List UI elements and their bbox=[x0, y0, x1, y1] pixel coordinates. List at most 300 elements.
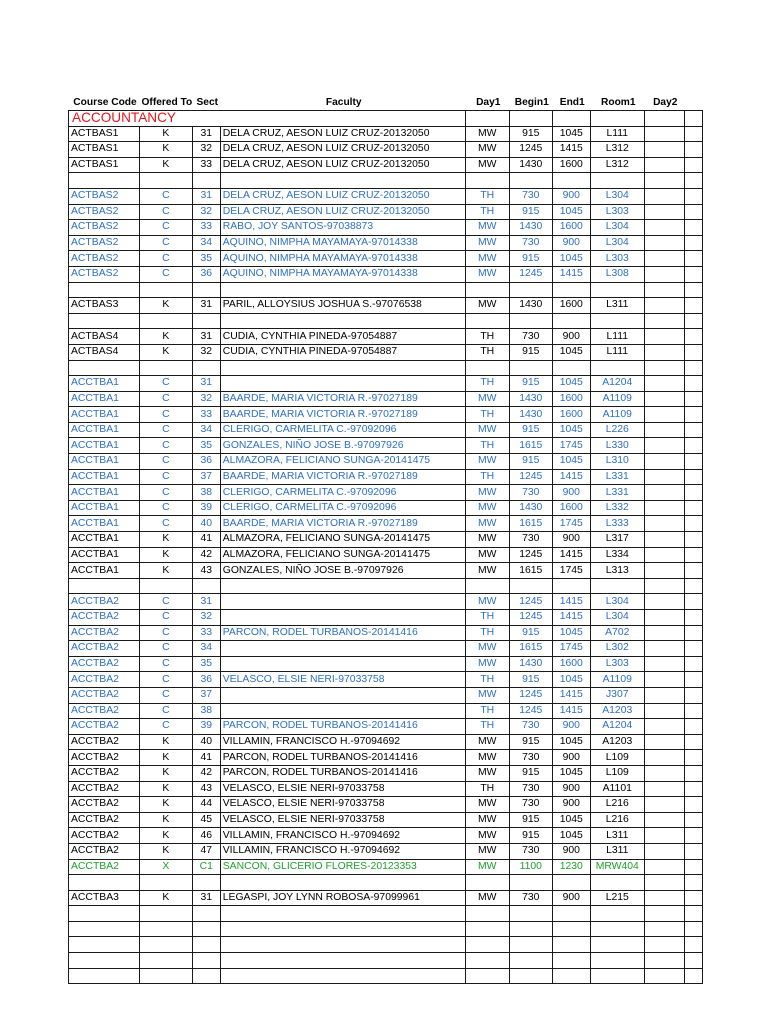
table-row bbox=[69, 532, 703, 548]
table-row bbox=[69, 235, 703, 251]
cell-offered-to: K bbox=[140, 750, 193, 766]
cell-day2 bbox=[644, 656, 684, 672]
cell-end1: 900 bbox=[552, 485, 590, 501]
cell-day1: MW bbox=[465, 797, 509, 813]
cell-extra bbox=[684, 235, 702, 251]
cell-end1: 1045 bbox=[552, 251, 590, 267]
cell-day2 bbox=[644, 344, 684, 360]
table-row bbox=[69, 188, 703, 204]
cell-day2 bbox=[644, 563, 684, 579]
cell-begin1: 730 bbox=[509, 797, 552, 813]
cell-begin1: 915 bbox=[509, 812, 552, 828]
cell-end1: 1045 bbox=[552, 672, 590, 688]
cell-room1: J307 bbox=[590, 687, 644, 703]
cell-end1: 1745 bbox=[552, 516, 590, 532]
cell-end1: 900 bbox=[552, 329, 590, 345]
cell-begin1: 915 bbox=[509, 672, 552, 688]
cell-faculty: ALMAZORA, FELICIANO SUNGA-20141475 bbox=[220, 547, 465, 563]
cell-offered-to: C bbox=[140, 469, 193, 485]
cell-sect: 31 bbox=[192, 126, 220, 142]
cell-begin1: 915 bbox=[509, 204, 552, 220]
cell-end1: 1415 bbox=[552, 703, 590, 719]
cell-course-code: ACTBAS2 bbox=[69, 220, 140, 236]
cell-offered-to: K bbox=[140, 532, 193, 548]
cell-room1: L303 bbox=[590, 204, 644, 220]
cell-begin1: 915 bbox=[509, 454, 552, 470]
cell-offered-to: K bbox=[140, 157, 193, 173]
cell-faculty: PARCON, RODEL TURBANOS-20141416 bbox=[220, 625, 465, 641]
cell-day2 bbox=[644, 797, 684, 813]
cell-end1: 1415 bbox=[552, 142, 590, 158]
cell-offered-to: K bbox=[140, 142, 193, 158]
cell-sect: 34 bbox=[192, 641, 220, 657]
cell-room1: A1101 bbox=[590, 781, 644, 797]
cell-room1: L317 bbox=[590, 532, 644, 548]
cell-faculty: BAARDE, MARIA VICTORIA R.-97027189 bbox=[220, 391, 465, 407]
cell-room1: L304 bbox=[590, 594, 644, 610]
cell-day1: MW bbox=[465, 734, 509, 750]
cell-sect: 41 bbox=[192, 532, 220, 548]
schedule-sheet bbox=[68, 92, 703, 984]
cell-offered-to: X bbox=[140, 859, 193, 875]
cell-faculty: VELASCO, ELSIE NERI-97033758 bbox=[220, 812, 465, 828]
cell-day1: MW bbox=[465, 843, 509, 859]
table-row bbox=[69, 859, 703, 875]
table-row bbox=[69, 719, 703, 735]
cell-begin1: 730 bbox=[509, 329, 552, 345]
cell-end1: 900 bbox=[552, 781, 590, 797]
cell-faculty: PARIL, ALLOYSIUS JOSHUA S.-97076538 bbox=[220, 298, 465, 314]
blank-row bbox=[69, 360, 703, 376]
cell-begin1: 730 bbox=[509, 781, 552, 797]
cell-end1: 1600 bbox=[552, 157, 590, 173]
cell-day2 bbox=[644, 126, 684, 142]
cell-day2 bbox=[644, 765, 684, 781]
cell-sect: 39 bbox=[192, 719, 220, 735]
cell-extra bbox=[684, 142, 702, 158]
cell-faculty: VILLAMIN, FRANCISCO H.-97094692 bbox=[220, 843, 465, 859]
cell-begin1: 1245 bbox=[509, 687, 552, 703]
cell-begin1: 730 bbox=[509, 719, 552, 735]
table-row bbox=[69, 516, 703, 532]
blank-row bbox=[69, 968, 703, 984]
cell-begin1: 1430 bbox=[509, 157, 552, 173]
cell-day1: MW bbox=[465, 391, 509, 407]
cell-offered-to: C bbox=[140, 687, 193, 703]
cell-extra bbox=[684, 703, 702, 719]
cell-room1: A1109 bbox=[590, 672, 644, 688]
cell-room1: L216 bbox=[590, 797, 644, 813]
cell-sect: 36 bbox=[192, 266, 220, 282]
cell-course-code: ACCTBA2 bbox=[69, 797, 140, 813]
cell-sect: 40 bbox=[192, 734, 220, 750]
cell-course-code: ACCTBA1 bbox=[69, 532, 140, 548]
cell-day1: MW bbox=[465, 235, 509, 251]
cell-extra bbox=[684, 828, 702, 844]
cell-end1: 900 bbox=[552, 188, 590, 204]
table-row bbox=[69, 672, 703, 688]
cell-offered-to: C bbox=[140, 656, 193, 672]
cell-end1: 1045 bbox=[552, 422, 590, 438]
cell-begin1: 1615 bbox=[509, 563, 552, 579]
cell-course-code: ACCTBA2 bbox=[69, 719, 140, 735]
cell-room1: A1204 bbox=[590, 719, 644, 735]
cell-extra bbox=[684, 610, 702, 626]
cell-room1: L111 bbox=[590, 329, 644, 345]
cell-faculty: VELASCO, ELSIE NERI-97033758 bbox=[220, 781, 465, 797]
cell-course-code: ACCTBA2 bbox=[69, 859, 140, 875]
cell-faculty: AQUINO, NIMPHA MAYAMAYA-97014338 bbox=[220, 251, 465, 267]
table-row bbox=[69, 610, 703, 626]
cell-course-code: ACCTBA2 bbox=[69, 656, 140, 672]
cell-begin1: 730 bbox=[509, 843, 552, 859]
cell-end1: 1600 bbox=[552, 220, 590, 236]
table-row bbox=[69, 251, 703, 267]
cell-room1: A1204 bbox=[590, 376, 644, 392]
cell-sect: 37 bbox=[192, 687, 220, 703]
cell-room1: A1109 bbox=[590, 407, 644, 423]
cell-day2 bbox=[644, 734, 684, 750]
cell-offered-to: K bbox=[140, 734, 193, 750]
cell-end1: 900 bbox=[552, 719, 590, 735]
cell-sect: 36 bbox=[192, 454, 220, 470]
cell-day1: TH bbox=[465, 703, 509, 719]
cell-begin1: 1245 bbox=[509, 142, 552, 158]
cell-offered-to: C bbox=[140, 391, 193, 407]
cell-room1: L311 bbox=[590, 828, 644, 844]
header-course-code: Course Code bbox=[73, 97, 137, 108]
cell-room1: A1203 bbox=[590, 703, 644, 719]
cell-sect: 31 bbox=[192, 376, 220, 392]
cell-course-code: ACCTBA1 bbox=[69, 376, 140, 392]
cell-day2 bbox=[644, 500, 684, 516]
cell-day2 bbox=[644, 407, 684, 423]
cell-offered-to: C bbox=[140, 500, 193, 516]
cell-sect: 43 bbox=[192, 781, 220, 797]
cell-extra bbox=[684, 890, 702, 906]
table-row bbox=[69, 734, 703, 750]
cell-begin1: 730 bbox=[509, 235, 552, 251]
cell-extra bbox=[684, 157, 702, 173]
cell-sect: C1 bbox=[192, 859, 220, 875]
cell-course-code: ACTBAS2 bbox=[69, 266, 140, 282]
cell-faculty: ALMAZORA, FELICIANO SUNGA-20141475 bbox=[220, 454, 465, 470]
cell-room1: L333 bbox=[590, 516, 644, 532]
cell-course-code: ACCTBA2 bbox=[69, 687, 140, 703]
cell-offered-to: K bbox=[140, 298, 193, 314]
cell-offered-to: K bbox=[140, 344, 193, 360]
cell-faculty: GONZALES, NIÑO JOSE B.-97097926 bbox=[220, 563, 465, 579]
table-row bbox=[69, 485, 703, 501]
cell-course-code: ACCTBA1 bbox=[69, 500, 140, 516]
cell-faculty bbox=[220, 641, 465, 657]
header-row bbox=[69, 92, 703, 111]
cell-sect: 33 bbox=[192, 157, 220, 173]
cell-begin1: 1245 bbox=[509, 469, 552, 485]
header-end1: End1 bbox=[559, 97, 585, 108]
cell-sect: 33 bbox=[192, 220, 220, 236]
cell-faculty: VELASCO, ELSIE NERI-97033758 bbox=[220, 797, 465, 813]
cell-day1: TH bbox=[465, 204, 509, 220]
cell-day1: MW bbox=[465, 641, 509, 657]
cell-extra bbox=[684, 625, 702, 641]
cell-room1: L331 bbox=[590, 485, 644, 501]
cell-end1: 1600 bbox=[552, 500, 590, 516]
cell-day2 bbox=[644, 298, 684, 314]
table-row bbox=[69, 266, 703, 282]
header-faculty: Faculty bbox=[325, 97, 362, 108]
cell-course-code: ACCTBA2 bbox=[69, 594, 140, 610]
cell-extra bbox=[684, 329, 702, 345]
cell-offered-to: K bbox=[140, 797, 193, 813]
blank-row bbox=[69, 875, 703, 891]
blank-row bbox=[69, 578, 703, 594]
cell-offered-to: K bbox=[140, 765, 193, 781]
cell-day2 bbox=[644, 204, 684, 220]
cell-day2 bbox=[644, 220, 684, 236]
blank-row bbox=[69, 937, 703, 953]
cell-course-code: ACCTBA1 bbox=[69, 422, 140, 438]
cell-day1: MW bbox=[465, 765, 509, 781]
cell-room1: L303 bbox=[590, 656, 644, 672]
cell-room1: L303 bbox=[590, 251, 644, 267]
table-row bbox=[69, 656, 703, 672]
cell-extra bbox=[684, 547, 702, 563]
cell-extra bbox=[684, 734, 702, 750]
cell-room1: L304 bbox=[590, 235, 644, 251]
cell-day1: TH bbox=[465, 781, 509, 797]
cell-course-code: ACCTBA2 bbox=[69, 843, 140, 859]
cell-room1: L330 bbox=[590, 438, 644, 454]
cell-course-code: ACCTBA1 bbox=[69, 469, 140, 485]
table-row bbox=[69, 376, 703, 392]
blank-row bbox=[69, 282, 703, 298]
blank-row bbox=[69, 313, 703, 329]
cell-begin1: 1615 bbox=[509, 516, 552, 532]
cell-extra bbox=[684, 516, 702, 532]
cell-day2 bbox=[644, 719, 684, 735]
cell-offered-to: C bbox=[140, 220, 193, 236]
cell-extra bbox=[684, 843, 702, 859]
cell-end1: 1600 bbox=[552, 407, 590, 423]
table-row bbox=[69, 438, 703, 454]
table-row bbox=[69, 157, 703, 173]
table-row bbox=[69, 594, 703, 610]
cell-begin1: 915 bbox=[509, 251, 552, 267]
cell-room1: A1203 bbox=[590, 734, 644, 750]
cell-course-code: ACCTBA1 bbox=[69, 438, 140, 454]
cell-faculty: PARCON, RODEL TURBANOS-20141416 bbox=[220, 719, 465, 735]
cell-course-code: ACCTBA2 bbox=[69, 625, 140, 641]
blank-row bbox=[69, 921, 703, 937]
cell-offered-to: C bbox=[140, 438, 193, 454]
schedule-body bbox=[69, 111, 703, 984]
cell-end1: 1600 bbox=[552, 298, 590, 314]
cell-room1: L111 bbox=[590, 126, 644, 142]
cell-day1: MW bbox=[465, 126, 509, 142]
cell-faculty bbox=[220, 610, 465, 626]
cell-day1: MW bbox=[465, 828, 509, 844]
blank-row bbox=[69, 173, 703, 189]
cell-faculty: GONZALES, NIÑO JOSE B.-97097926 bbox=[220, 438, 465, 454]
cell-day2 bbox=[644, 828, 684, 844]
cell-sect: 31 bbox=[192, 329, 220, 345]
cell-room1: MRW404 bbox=[590, 859, 644, 875]
cell-day2 bbox=[644, 376, 684, 392]
cell-day1: TH bbox=[465, 672, 509, 688]
cell-sect: 38 bbox=[192, 703, 220, 719]
cell-room1: L313 bbox=[590, 563, 644, 579]
cell-course-code: ACTBAS2 bbox=[69, 204, 140, 220]
cell-end1: 1415 bbox=[552, 547, 590, 563]
cell-extra bbox=[684, 781, 702, 797]
cell-offered-to: C bbox=[140, 376, 193, 392]
table-row bbox=[69, 781, 703, 797]
cell-offered-to: C bbox=[140, 188, 193, 204]
cell-offered-to: C bbox=[140, 422, 193, 438]
cell-faculty: SANCON, GLICERIO FLORES-20123353 bbox=[220, 859, 465, 875]
cell-sect: 32 bbox=[192, 204, 220, 220]
cell-day1: MW bbox=[465, 266, 509, 282]
table-row bbox=[69, 703, 703, 719]
cell-sect: 35 bbox=[192, 656, 220, 672]
cell-day1: TH bbox=[465, 376, 509, 392]
cell-course-code: ACCTBA1 bbox=[69, 485, 140, 501]
cell-room1: L311 bbox=[590, 843, 644, 859]
cell-end1: 1600 bbox=[552, 656, 590, 672]
cell-faculty: DELA CRUZ, AESON LUIZ CRUZ-20132050 bbox=[220, 142, 465, 158]
cell-course-code: ACCTBA2 bbox=[69, 750, 140, 766]
cell-faculty: BAARDE, MARIA VICTORIA R.-97027189 bbox=[220, 469, 465, 485]
cell-course-code: ACTBAS4 bbox=[69, 329, 140, 345]
cell-extra bbox=[684, 563, 702, 579]
table-row bbox=[69, 454, 703, 470]
cell-room1: L216 bbox=[590, 812, 644, 828]
cell-sect: 35 bbox=[192, 251, 220, 267]
cell-extra bbox=[684, 126, 702, 142]
cell-offered-to: C bbox=[140, 672, 193, 688]
cell-offered-to: C bbox=[140, 204, 193, 220]
header-sect: Sect bbox=[196, 97, 219, 108]
section-row bbox=[69, 111, 703, 127]
cell-begin1: 1245 bbox=[509, 703, 552, 719]
table-row bbox=[69, 547, 703, 563]
cell-end1: 900 bbox=[552, 532, 590, 548]
cell-day2 bbox=[644, 781, 684, 797]
cell-sect: 31 bbox=[192, 594, 220, 610]
cell-day2 bbox=[644, 438, 684, 454]
cell-faculty: DELA CRUZ, AESON LUIZ CRUZ-20132050 bbox=[220, 157, 465, 173]
cell-day2 bbox=[644, 547, 684, 563]
cell-end1: 1045 bbox=[552, 734, 590, 750]
cell-day1: MW bbox=[465, 142, 509, 158]
cell-end1: 1045 bbox=[552, 812, 590, 828]
cell-begin1: 1430 bbox=[509, 220, 552, 236]
cell-sect: 31 bbox=[192, 188, 220, 204]
cell-sect: 34 bbox=[192, 235, 220, 251]
cell-begin1: 915 bbox=[509, 828, 552, 844]
cell-room1: L331 bbox=[590, 469, 644, 485]
cell-room1: L334 bbox=[590, 547, 644, 563]
cell-day1: TH bbox=[465, 407, 509, 423]
cell-begin1: 915 bbox=[509, 344, 552, 360]
cell-day2 bbox=[644, 610, 684, 626]
cell-day2 bbox=[644, 235, 684, 251]
cell-end1: 1600 bbox=[552, 391, 590, 407]
cell-day1: TH bbox=[465, 625, 509, 641]
cell-sect: 43 bbox=[192, 563, 220, 579]
cell-extra bbox=[684, 469, 702, 485]
cell-offered-to: C bbox=[140, 703, 193, 719]
cell-day2 bbox=[644, 687, 684, 703]
cell-faculty: ALMAZORA, FELICIANO SUNGA-20141475 bbox=[220, 532, 465, 548]
cell-begin1: 730 bbox=[509, 890, 552, 906]
cell-course-code: ACTBAS1 bbox=[69, 142, 140, 158]
cell-room1: L308 bbox=[590, 266, 644, 282]
cell-offered-to: C bbox=[140, 594, 193, 610]
cell-begin1: 1100 bbox=[509, 859, 552, 875]
cell-offered-to: C bbox=[140, 266, 193, 282]
cell-room1: L312 bbox=[590, 157, 644, 173]
cell-faculty bbox=[220, 656, 465, 672]
cell-faculty bbox=[220, 594, 465, 610]
cell-day1: MW bbox=[465, 298, 509, 314]
cell-day2 bbox=[644, 594, 684, 610]
cell-sect: 44 bbox=[192, 797, 220, 813]
cell-offered-to: C bbox=[140, 610, 193, 626]
cell-extra bbox=[684, 485, 702, 501]
header-offered-to: Offered To bbox=[141, 97, 193, 108]
cell-end1: 1045 bbox=[552, 126, 590, 142]
cell-end1: 1045 bbox=[552, 204, 590, 220]
cell-room1: A702 bbox=[590, 625, 644, 641]
cell-day1: MW bbox=[465, 500, 509, 516]
cell-room1: L302 bbox=[590, 641, 644, 657]
cell-course-code: ACCTBA2 bbox=[69, 734, 140, 750]
cell-end1: 1045 bbox=[552, 376, 590, 392]
cell-begin1: 1615 bbox=[509, 438, 552, 454]
cell-course-code: ACCTBA2 bbox=[69, 781, 140, 797]
cell-sect: 40 bbox=[192, 516, 220, 532]
cell-extra bbox=[684, 266, 702, 282]
cell-offered-to: K bbox=[140, 563, 193, 579]
cell-course-code: ACCTBA2 bbox=[69, 672, 140, 688]
cell-faculty: CLERIGO, CARMELITA C.-97092096 bbox=[220, 485, 465, 501]
cell-end1: 1045 bbox=[552, 344, 590, 360]
cell-extra bbox=[684, 500, 702, 516]
table-row bbox=[69, 391, 703, 407]
cell-sect: 32 bbox=[192, 142, 220, 158]
cell-extra bbox=[684, 672, 702, 688]
cell-begin1: 1430 bbox=[509, 298, 552, 314]
cell-extra bbox=[684, 859, 702, 875]
cell-day2 bbox=[644, 469, 684, 485]
cell-faculty: VILLAMIN, FRANCISCO H.-97094692 bbox=[220, 734, 465, 750]
cell-course-code: ACTBAS3 bbox=[69, 298, 140, 314]
cell-day1: MW bbox=[465, 516, 509, 532]
cell-course-code: ACCTBA2 bbox=[69, 812, 140, 828]
cell-offered-to: K bbox=[140, 843, 193, 859]
table-row bbox=[69, 220, 703, 236]
cell-begin1: 1615 bbox=[509, 641, 552, 657]
cell-day2 bbox=[644, 454, 684, 470]
cell-sect: 34 bbox=[192, 422, 220, 438]
cell-begin1: 915 bbox=[509, 126, 552, 142]
cell-day2 bbox=[644, 750, 684, 766]
cell-faculty: VILLAMIN, FRANCISCO H.-97094692 bbox=[220, 828, 465, 844]
cell-sect: 33 bbox=[192, 625, 220, 641]
cell-faculty: DELA CRUZ, AESON LUIZ CRUZ-20132050 bbox=[220, 126, 465, 142]
